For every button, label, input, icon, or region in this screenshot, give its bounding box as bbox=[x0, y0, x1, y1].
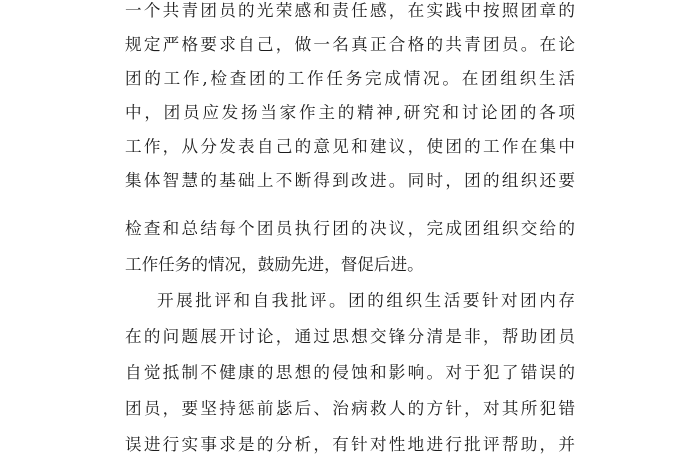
paragraph-1-line-1: 一个共青团员的光荣感和责任感，在实践中按照团章的 bbox=[125, 1, 575, 20]
paragraph-1-line-6: 集体智慧的基础上不断得到改进。同时，团的组织还要 bbox=[125, 171, 575, 190]
paragraph-1-line-2: 规定严格要求自己，做一名真正合格的共青团员。在论 bbox=[125, 35, 575, 54]
paragraph-1-line-7: 检查和总结每个团员执行团的决议，完成团组织交给的 bbox=[125, 219, 575, 238]
paragraph-2-line-2: 在的问题展开讨论，通过思想交锋分清是非，帮助团员 bbox=[125, 327, 575, 346]
paragraph-2-line-5: 误进行实事求是的分析，有针对性地进行批评帮助，并 bbox=[125, 435, 575, 454]
paragraph-2-line-3: 自觉抵制不健康的思想的侵蚀和影响。对于犯了错误的 bbox=[125, 363, 575, 382]
paragraph-1-line-8: 工作任务的情况，鼓励先进，督促后进。 bbox=[125, 255, 424, 274]
paragraph-2-line-1: 开展批评和自我批评。团的组织生活要针对团内存 bbox=[157, 291, 575, 310]
paragraph-1-line-3: 团的工作,检查团的工作任务完成情况。在团组织生活 bbox=[125, 69, 575, 88]
paragraph-1-line-4: 中，团员应发扬当家作主的精神,研究和讨论团的各项 bbox=[125, 103, 575, 122]
paragraph-1-line-5: 工作，从分发表自己的意见和建议，使团的工作在集中 bbox=[125, 137, 575, 156]
paragraph-2-line-4: 团员，要坚持惩前毖后、治病救人的方针，对其所犯错 bbox=[125, 399, 575, 418]
